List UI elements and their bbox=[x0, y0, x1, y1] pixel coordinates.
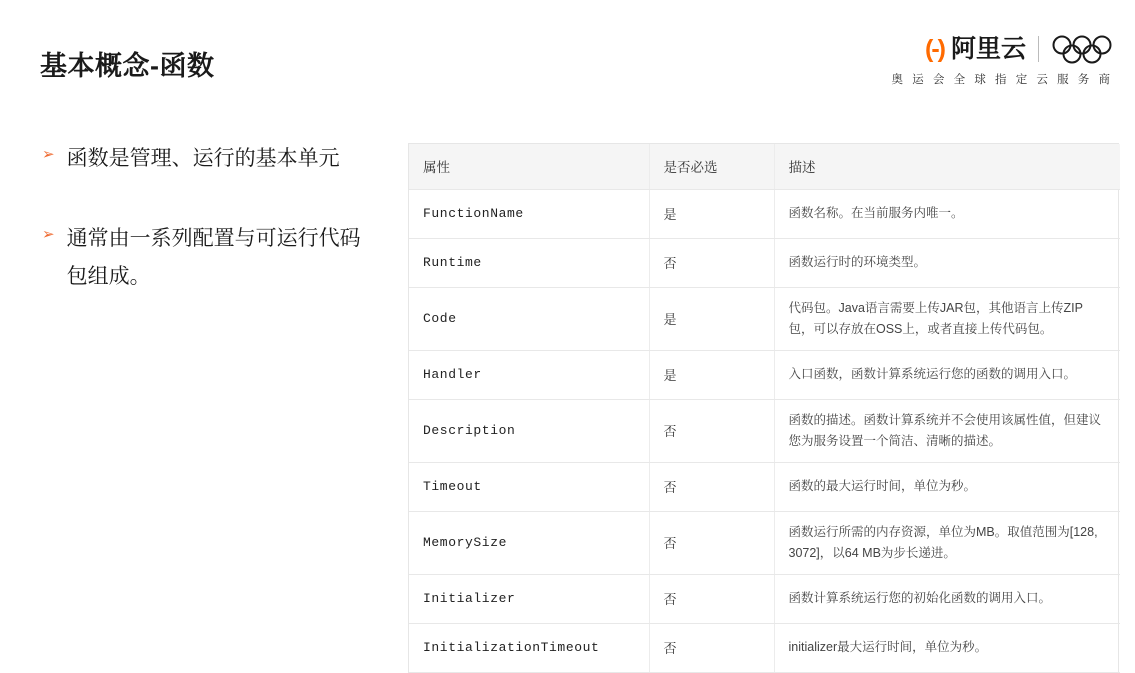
olympic-rings-icon bbox=[1051, 34, 1113, 64]
table-row bbox=[409, 287, 1120, 350]
cell-description: 函数运行时的环境类型。 bbox=[774, 238, 1120, 287]
list-item bbox=[42, 220, 372, 296]
list-item bbox=[42, 140, 372, 178]
brand-logo bbox=[892, 34, 1113, 87]
cell-description: initializer最大运行时间，单位为秒。 bbox=[774, 623, 1120, 672]
table-row bbox=[409, 462, 1120, 511]
table-row bbox=[409, 350, 1120, 399]
table-row bbox=[409, 623, 1120, 672]
cell-attribute: Code bbox=[409, 287, 649, 350]
cell-description: 函数计算系统运行您的初始化函数的调用入口。 bbox=[774, 574, 1120, 623]
cell-description: 函数运行所需的内存资源，单位为MB。取值范围为[128, 3072]，以64 MB为步长递进。 bbox=[774, 511, 1120, 574]
cell-required: 否 bbox=[649, 574, 774, 623]
cell-attribute: Timeout bbox=[409, 462, 649, 511]
brand-tagline: 奥 运 会 全 球 指 定 云 服 务 商 bbox=[891, 74, 1113, 86]
cell-required: 否 bbox=[649, 511, 774, 574]
cell-description: 函数名称。在当前服务内唯一。 bbox=[774, 189, 1120, 238]
cell-required: 否 bbox=[649, 623, 774, 672]
page-title: 基本概念-函数 bbox=[40, 51, 215, 81]
cell-required: 是 bbox=[649, 350, 774, 399]
cell-attribute: MemorySize bbox=[409, 511, 649, 574]
bullet-list bbox=[42, 140, 372, 338]
cell-required: 否 bbox=[649, 462, 774, 511]
bullet-text: 通常由一系列配置与可运行代码包组成。 bbox=[66, 227, 361, 288]
cell-attribute: Description bbox=[409, 399, 649, 462]
cell-attribute: InitializationTimeout bbox=[409, 623, 649, 672]
column-header-required: 是否必选 bbox=[649, 144, 774, 189]
table-body bbox=[409, 189, 1120, 672]
table-row bbox=[409, 189, 1120, 238]
cell-attribute: Handler bbox=[409, 350, 649, 399]
brand-row bbox=[925, 34, 1113, 64]
function-attributes-table bbox=[408, 143, 1119, 673]
cell-description: 函数的最大运行时间，单位为秒。 bbox=[774, 462, 1120, 511]
table-row bbox=[409, 399, 1120, 462]
cell-description: 代码包。Java语言需要上传JAR包，其他语言上传ZIP包，可以存放在OSS上，或者直接上传代码包。 bbox=[774, 287, 1120, 350]
aliyun-bracket-icon: (-) bbox=[925, 34, 944, 63]
cell-description: 入口函数，函数计算系统运行您的函数的调用入口。 bbox=[774, 350, 1120, 399]
cell-attribute: Runtime bbox=[409, 238, 649, 287]
table-row bbox=[409, 574, 1120, 623]
column-header-attribute: 属性 bbox=[409, 144, 649, 189]
brand-divider bbox=[1038, 36, 1039, 62]
aliyun-wordmark: 阿里云 bbox=[950, 34, 1026, 63]
table-row bbox=[409, 511, 1120, 574]
bullet-text: 函数是管理、运行的基本单元 bbox=[66, 147, 340, 170]
table-header-row bbox=[409, 144, 1120, 189]
cell-attribute: Initializer bbox=[409, 574, 649, 623]
table-row bbox=[409, 238, 1120, 287]
bullet-arrow-icon: ➢ bbox=[42, 146, 55, 163]
cell-attribute: FunctionName bbox=[409, 189, 649, 238]
cell-required: 否 bbox=[649, 238, 774, 287]
cell-required: 否 bbox=[649, 399, 774, 462]
cell-required: 是 bbox=[649, 189, 774, 238]
cell-description: 函数的描述。函数计算系统并不会使用该属性值，但建议您为服务设置一个简洁、清晰的描述。 bbox=[774, 399, 1120, 462]
aliyun-logo bbox=[925, 34, 1026, 63]
column-header-description: 描述 bbox=[774, 144, 1120, 189]
cell-required: 是 bbox=[649, 287, 774, 350]
bullet-arrow-icon: ➢ bbox=[42, 226, 55, 243]
